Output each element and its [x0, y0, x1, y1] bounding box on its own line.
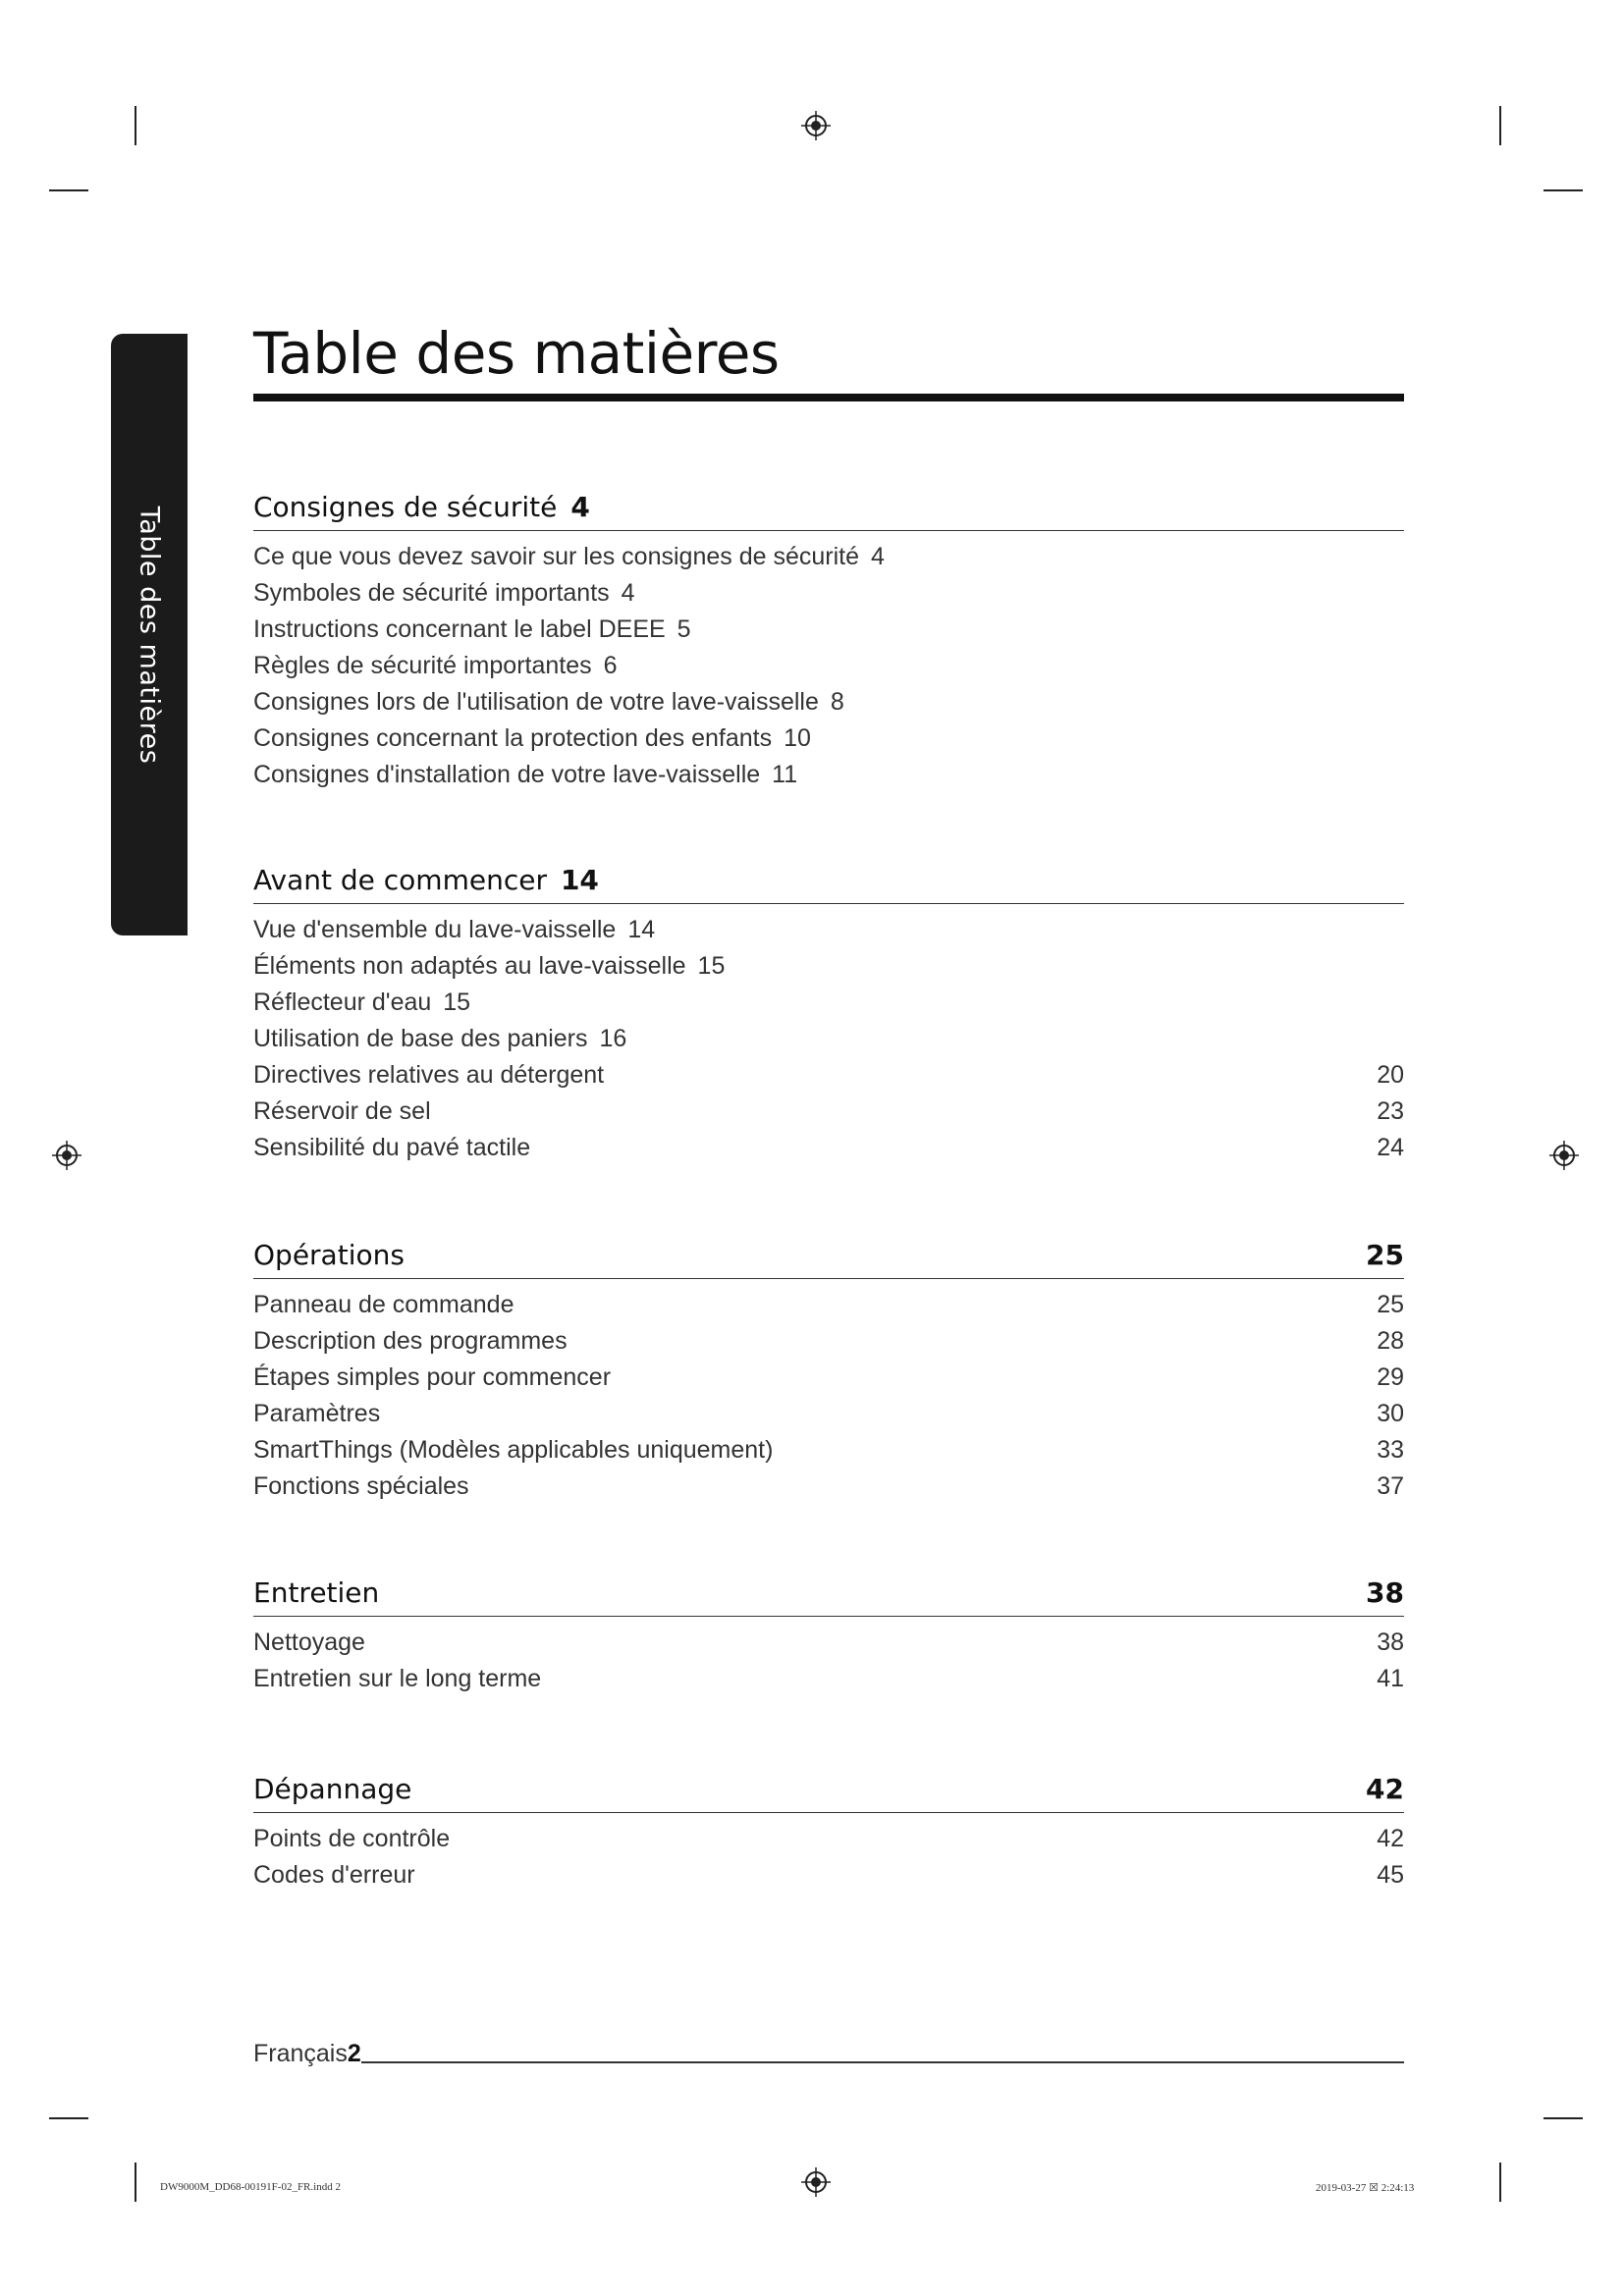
section-title: Avant de commencer 14 [253, 864, 599, 896]
crop-mark [135, 106, 136, 145]
toc-entry-title: Fonctions spéciales [253, 1472, 469, 1500]
toc-section [253, 491, 1404, 793]
crop-mark [1499, 2163, 1501, 2202]
toc-entry-title: SmartThings (Modèles applicables uniquement) [253, 1436, 774, 1464]
toc-entry[interactable] [253, 721, 1404, 757]
section-header [253, 491, 1404, 531]
toc-entry-title: Sensibilité du pavé tactile [253, 1134, 531, 1161]
toc-entry[interactable] [253, 1287, 1404, 1323]
toc-entry-page-number: 4 [871, 543, 885, 570]
registration-mark-icon [801, 2167, 831, 2197]
toc-entry-page-number: 41 [1377, 1665, 1404, 1692]
section-title: Dépannage [253, 1773, 412, 1805]
toc-entry-title: Consignes concernant la protection des enfants 10 [253, 724, 811, 752]
section-header [253, 1576, 1404, 1617]
toc-entry-title: Instructions concernant le label DEEE 5 [253, 615, 691, 643]
crop-mark [49, 189, 88, 191]
toc-entry-page-number: 6 [603, 652, 618, 679]
toc-entry-title: Paramètres [253, 1400, 381, 1427]
side-tab-label: Table des matières [134, 506, 165, 764]
toc-entry[interactable] [253, 985, 1404, 1021]
crop-mark [1499, 106, 1501, 145]
toc-section [253, 1239, 1404, 1505]
toc-entry[interactable] [253, 1432, 1404, 1468]
toc-entry-page-number: 38 [1377, 1629, 1404, 1656]
registration-mark-icon [52, 1141, 81, 1170]
toc-entry-page-number: 15 [697, 952, 726, 980]
slug-file: DW9000M_DD68-00191F-02_FR.indd 2 [160, 2181, 341, 2193]
section-page-number: 14 [560, 864, 599, 896]
page-title: Table des matières [253, 320, 780, 387]
toc-entry-title: Vue d'ensemble du lave-vaisselle 14 [253, 916, 656, 943]
section-page-number: 38 [1366, 1576, 1404, 1609]
toc-entry-title: Points de contrôle [253, 1825, 451, 1852]
crop-mark [135, 2163, 136, 2202]
footer-language: Français [253, 2040, 348, 2067]
slug-date: 2019-03-27 ☒ 2:24:13 [1316, 2182, 1415, 2194]
toc-section [253, 864, 1404, 1166]
toc-entry-page-number: 16 [599, 1025, 627, 1052]
crop-mark [1543, 189, 1583, 191]
section-header [253, 1773, 1404, 1813]
toc-entry-title: Règles de sécurité importantes 6 [253, 652, 618, 679]
toc-entry-title: Consignes lors de l'utilisation de votre lave-vaisselle 8 [253, 688, 844, 716]
toc-entry-page-number: 29 [1377, 1363, 1404, 1391]
toc-entry[interactable] [253, 1094, 1404, 1130]
toc-section [253, 1773, 1404, 1894]
toc-entry-list [253, 1821, 1404, 1894]
toc-entry[interactable] [253, 757, 1404, 793]
toc-entry-list [253, 539, 1404, 793]
toc-entry-title: Panneau de commande [253, 1291, 514, 1318]
toc-entry-page-number: 5 [677, 615, 691, 643]
toc-entry-page-number: 45 [1377, 1861, 1404, 1889]
toc-entry[interactable] [253, 1323, 1404, 1360]
section-header [253, 1239, 1404, 1279]
toc-entry-title: Symboles de sécurité importants 4 [253, 579, 635, 607]
toc-entry[interactable] [253, 648, 1404, 684]
crop-mark [49, 2117, 88, 2119]
toc-entry[interactable] [253, 612, 1404, 648]
toc-entry[interactable] [253, 1857, 1404, 1894]
toc-entry-page-number: 8 [830, 688, 844, 716]
toc-entry[interactable] [253, 912, 1404, 948]
toc-entry-title: Directives relatives au détergent [253, 1061, 605, 1089]
section-title: Consignes de sécurité 4 [253, 491, 590, 523]
section-page-number: 4 [570, 491, 590, 523]
toc-entry-page-number: 10 [784, 724, 811, 752]
toc-entry[interactable] [253, 1625, 1404, 1661]
toc-entry[interactable] [253, 1021, 1404, 1057]
toc-entry-page-number: 11 [772, 761, 798, 788]
toc-entry-page-number: 42 [1377, 1825, 1404, 1852]
toc-entry-title: Entretien sur le long terme [253, 1665, 542, 1692]
toc-entry-list [253, 1625, 1404, 1697]
section-title: Entretien [253, 1576, 380, 1609]
toc-entry-title: Description des programmes [253, 1327, 568, 1355]
toc-entry-list [253, 912, 1404, 1166]
toc-entry-page-number: 14 [627, 916, 656, 943]
toc-entry-page-number: 28 [1377, 1327, 1404, 1355]
title-rule [253, 394, 1404, 401]
toc-section [253, 1576, 1404, 1697]
registration-mark-icon [801, 111, 831, 140]
toc-entry-title: Ce que vous devez savoir sur les consignes de sécurité 4 [253, 543, 885, 570]
toc-entry-page-number: 33 [1377, 1436, 1404, 1464]
section-page-number: 25 [1366, 1239, 1404, 1271]
toc-entry-page-number: 15 [443, 988, 471, 1016]
toc-entry[interactable] [253, 948, 1404, 985]
toc-entry[interactable] [253, 684, 1404, 721]
section-title: Opérations [253, 1239, 405, 1271]
toc-entry-title: Nettoyage [253, 1629, 365, 1656]
toc-entry-title: Étapes simples pour commencer [253, 1363, 612, 1391]
toc-entry-page-number: 30 [1377, 1400, 1404, 1427]
toc-entry[interactable] [253, 539, 1404, 575]
toc-entry[interactable] [253, 1821, 1404, 1857]
toc-entry[interactable] [253, 1468, 1404, 1505]
toc-entry-title: Consignes d'installation de votre lave-vaisselle 11 [253, 761, 798, 788]
toc-entry[interactable] [253, 575, 1404, 612]
toc-entry-page-number: 25 [1377, 1291, 1404, 1318]
toc-entry-title: Utilisation de base des paniers 16 [253, 1025, 627, 1052]
toc-entry-page-number: 24 [1377, 1134, 1404, 1161]
toc-entry[interactable] [253, 1661, 1404, 1697]
toc-entry[interactable] [253, 1360, 1404, 1396]
toc-entry-title: Éléments non adaptés au lave-vaisselle 15 [253, 952, 726, 980]
toc-entry-title: Réflecteur d'eau 15 [253, 988, 471, 1016]
section-header [253, 864, 1404, 904]
toc-entry[interactable] [253, 1396, 1404, 1432]
toc-entry-page-number: 20 [1377, 1061, 1404, 1089]
footer-page-number: 2 [347, 2040, 361, 2067]
side-tab [111, 334, 188, 935]
toc-entry[interactable] [253, 1130, 1404, 1166]
toc-entry-page-number: 23 [1377, 1097, 1404, 1125]
section-page-number: 42 [1366, 1773, 1404, 1805]
toc-entry-title: Codes d'erreur [253, 1861, 415, 1889]
toc-entry-list [253, 1287, 1404, 1505]
toc-entry[interactable] [253, 1057, 1404, 1094]
footer-rule [361, 2061, 1404, 2063]
registration-mark-icon [1549, 1141, 1579, 1170]
footer [253, 2040, 1404, 2079]
crop-mark [1543, 2117, 1583, 2119]
toc-entry-page-number: 4 [621, 579, 635, 607]
toc-entry-page-number: 37 [1377, 1472, 1404, 1500]
toc-entry-title: Réservoir de sel [253, 1097, 431, 1125]
